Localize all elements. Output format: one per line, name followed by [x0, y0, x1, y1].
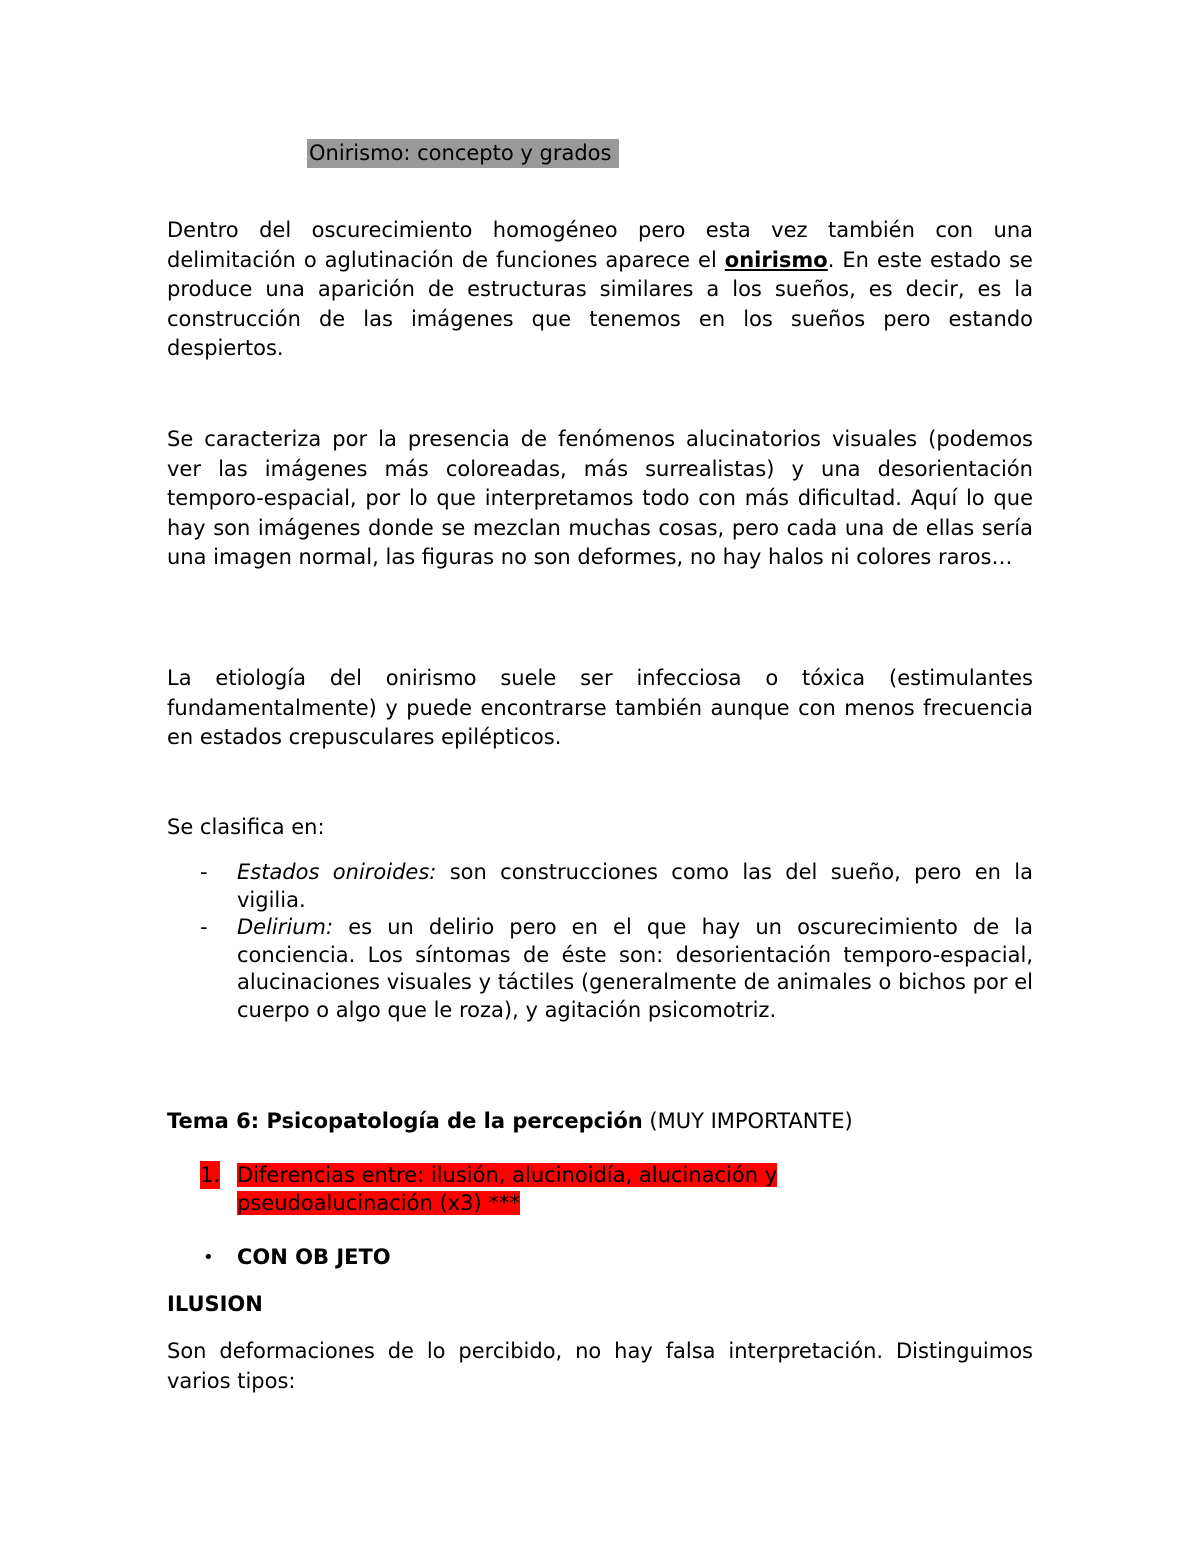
subheading-ilusion: [167, 1290, 1033, 1320]
paragraph-etiology: La etiología del onirismo suele ser infecciosa o tóxica (estimulantes fundamentalmente) y puede encontrarse también aunque con menos frecuencia en estados crepusculares epilépticos.: [167, 666, 1033, 750]
paragraph-ilusion: Son deformaciones de lo percibido, no hay falsa interpretación. Distinguimos varios tipos:: [167, 1339, 1033, 1393]
paragraph-onirismo-definition: [167, 216, 1033, 364]
topic-title: Tema 6: Psicopatología de la percepción: [167, 1109, 643, 1133]
dash-marker: -: [200, 860, 208, 884]
section-title: Onirismo: concepto y grados: [307, 139, 619, 168]
subheading-text: ILUSION: [167, 1292, 263, 1316]
numbered-item: [167, 1161, 1033, 1217]
item-number: 1.: [200, 1163, 221, 1187]
term-onirismo: onirismo: [724, 247, 828, 272]
topic-heading: [167, 1107, 1033, 1137]
list-term: Delirium:: [237, 915, 334, 939]
paragraph-text: Dentro del oscurecimiento homogéneo pero esta vez también con una delimitación o aglutinación de funciones aparece el: [167, 218, 1033, 272]
bullet-text: CON OB JETO: [237, 1245, 391, 1269]
item-line-1: Diferencias entre: ilusión, alucinoidía, alucinación y: [237, 1163, 778, 1187]
list-text: es un delirio pero en el que hay un oscurecimiento de la conciencia. Los síntomas de éste son: desorientación temporo-espacial, alucinaciones visuales y táctiles (generalmente de animales o bichos por el cuerpo o algo que le roza), y agitación psicomotriz.: [237, 915, 1033, 1022]
bullet-item: [167, 1243, 1033, 1273]
item-line-2: pseudoalucinación (x3) ***: [237, 1191, 520, 1215]
list-item: [167, 914, 1033, 1024]
bullet-icon: •: [203, 1247, 214, 1268]
topic-note: (MUY IMPORTANTE): [642, 1109, 853, 1133]
list-text: son construcciones como las del sueño, pero en la vigilia.: [237, 860, 1033, 912]
paragraph-characteristics: Se caracteriza por la presencia de fenómenos alucinatorios visuales (podemos ver las imágenes más coloreadas, más surrealistas) y una desorientación temporo-espacial, por lo que interpretamos todo con más dificultad. Aquí lo que hay son imágenes donde se mezclan muchas cosas, pero cada una de ellas sería una imagen normal, las figuras no son deformes, no hay halos ni colores raros…: [167, 427, 1033, 570]
dash-marker: -: [200, 915, 208, 939]
classification-list: [167, 859, 1033, 1024]
classification-intro: Se clasifica en:: [167, 815, 325, 839]
list-term: Estados oniroides:: [237, 860, 437, 884]
paragraph-text: . En este estado se produce una aparición de estructuras similares a los sueños, es decir, es la construcción de las imágenes que tenemos en los sueños pero estando despiertos.: [167, 247, 1033, 361]
list-item: [167, 859, 1033, 914]
